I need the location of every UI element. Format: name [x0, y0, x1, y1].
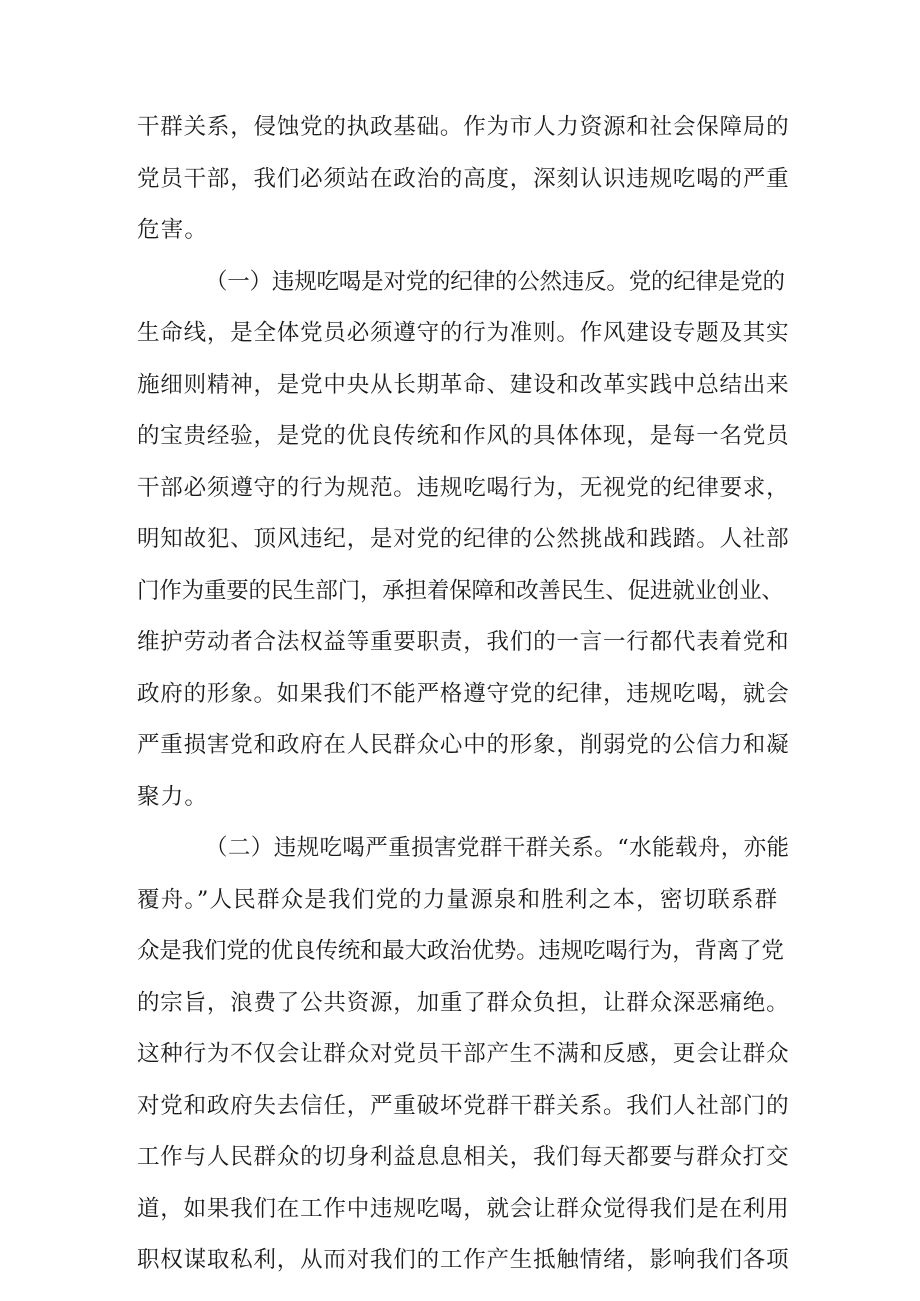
- text-line: 党员干部，我们必须站在政治的高度，深刻认识违规吃喝的严重: [137, 165, 790, 192]
- text-line: 的宝贵经验，是党的优良传统和作风的具体体现，是每一名党员: [137, 423, 790, 449]
- text-line: 维护劳动者合法权益等重要职责，我们的一言一行都代表着党和: [137, 629, 790, 655]
- text-line: 覆舟。”人民群众是我们党的力量源泉和胜利之本，密切联系群: [137, 886, 779, 913]
- text-line: 的宗旨，浪费了公共资源，加重了群众负担，让群众深恶痛绝。: [137, 989, 790, 1016]
- text-line: 危害。: [137, 217, 209, 243]
- document-body: [137, 102, 790, 1287]
- text-line: （二）违规吃喝严重损害党群干群关系。“水能载舟，亦能: [205, 835, 790, 861]
- text-line: 干群关系，侵蚀党的执政基础。作为市人力资源和社会保障局的: [137, 114, 790, 140]
- text-line: （一）违规吃喝是对党的纪律的公然违反。党的纪律是党的: [205, 268, 785, 295]
- text-line: 政府的形象。如果我们不能严格遵守党的纪律，违规吃喝，就会: [137, 680, 790, 707]
- text-line: 严重损害党和政府在人民群众心中的形象，削弱党的公信力和凝: [137, 732, 790, 758]
- text-line: 聚力。: [137, 783, 209, 810]
- text-line: 门作为重要的民生部门，承担着保障和改善民生、促进就业创业、: [137, 577, 784, 604]
- text-line: 工作与人民群众的切身利益息息相关，我们每天都要与群众打交: [137, 1144, 790, 1170]
- text-line: 干部必须遵守的行为规范。违规吃喝行为，无视党的纪律要求，: [137, 474, 790, 501]
- text-line: 施细则精神，是党中央从长期革命、建设和改革实践中总结出来: [137, 371, 790, 398]
- text-line: 这种行为不仅会让群众对党员干部产生不满和反感，更会让群众: [137, 1041, 790, 1067]
- text-line: 生命线，是全体党员必须遵守的行为准则。作风建设专题及其实: [137, 320, 790, 346]
- text-line: 职权谋取私利，从而对我们的工作产生抵触情绪，影响我们各项: [137, 1247, 790, 1273]
- text-line: 道，如果我们在工作中违规吃喝，就会让群众觉得我们是在利用: [137, 1195, 790, 1222]
- text-line: 明知故犯、顶风违纪，是对党的纪律的公然挑战和践踏。人社部: [137, 526, 790, 552]
- text-line: 众是我们党的优良传统和最大政治优势。违规吃喝行为，背离了党: [137, 938, 784, 964]
- text-line: 对党和政府失去信任，严重破坏党群干群关系。我们人社部门的: [137, 1092, 790, 1119]
